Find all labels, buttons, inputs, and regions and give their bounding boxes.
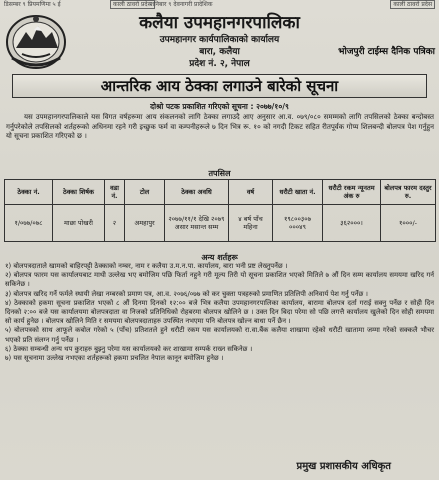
col-header: वर्ष (229, 180, 273, 205)
table-cell: १९८००३०७ ०००४९ (273, 205, 323, 242)
table-title: तपसिल (208, 169, 231, 178)
intro-paragraph (6, 113, 434, 142)
table-header-row (5, 180, 436, 205)
municipality-title: कलैया उपमहानगरपालिका (139, 13, 300, 33)
condition-item: ७) यस सूचनामा उल्लेख नभएका शर्तहरूको हकमा प्रचलित नेपाल कानून बमोजिम हुनेछ । (5, 354, 224, 363)
newspaper-top-strip (0, 0, 439, 9)
notice-banner: आन्तरिक आय ठेक्का लगाउने बारेको सूचना (12, 74, 427, 98)
col-header: धरौटी खाता नं. (273, 180, 323, 205)
table-cell: माछा पोखरी (53, 205, 105, 242)
location-line-1: बारा, कलैया (199, 47, 240, 57)
signoff-title: प्रमुख प्रशासकीय अधिकृत (296, 461, 391, 472)
condition-item: ५) बोलपत्रको साथ आफूले कबोल गरेको ५ (पाँच) प्रतिशतले हुने धरौटी रकम यस कार्यालयको रा.वा.बैंक कलैया शाखामा रहेको धरौटी खातामा जम्मा गरेको सक्कलै भौचर भएको प्रति संलग्न गर्नु पर्नेछ । (5, 326, 434, 344)
condition-item: ३) बोलपत्र खरिद गर्ने फर्मले स्थायी लेखा नम्बरको प्रमाण पत्र, आ.व. २०७६/०७७ को कर चुक्ता पत्रहरुको प्रमाणित प्रतिलिपी अनिवार्य पेश गर्नु पर्नेछ । (5, 289, 368, 298)
table-cell: अमहापुर (125, 205, 165, 242)
top-strip-middle: शनिबार ९ देवनागरी प्रादेशिक (150, 1, 213, 8)
newspaper-name: भोजपुरी टाईम्स दैनिक पत्रिका (338, 47, 435, 57)
col-header: ठेक्का अवधि (165, 180, 229, 205)
conditions-title: अन्य शर्तहरू (201, 253, 238, 262)
col-header: वडा नं. (105, 180, 125, 205)
office-name: उपमहानगर कार्यपालिकाको कार्यालय (159, 35, 280, 45)
col-header: धरौटी रकम न्यूनतम अंक रु (323, 180, 381, 205)
tender-table (4, 179, 436, 242)
table-cell: २०७७/११/१ देखि २०७९ असार मसान्त सम्म (165, 205, 229, 242)
top-strip-right: काली ठावरो प्रदेस (390, 0, 435, 9)
table-row (5, 205, 436, 242)
publication-line: दोश्रो पटक प्रकाशित गरिएको सूचना : २०७७/१०/९ (150, 102, 289, 111)
col-header: बोलपत्र फारम दस्तुर रु. (381, 180, 436, 205)
table-cell: १०००/- (381, 205, 436, 242)
condition-item: ६) ठेक्का सम्बन्धी अन्य थप कुराहरु बुझ्नु परेमा यस कार्यालयको कर शाखामा सम्पर्क राख्न सकिनेछ । (5, 344, 253, 353)
table-cell: ४ बर्ष पाँच महिना (229, 205, 273, 242)
condition-item: २) बोलपत्र फारम यस कार्यालयबाट माथी उल्लेख भए बमोजिम पछि फिर्ता नहुने गरी मूल्य तिरी यो सूचना प्रकाशित भएको मितिले ७ औं दिन सम्म कार्यालय समयमा खरिद गर्न सकिनेछ । (5, 271, 434, 289)
conditions-list (5, 262, 434, 363)
top-strip-left: डिसम्बर ९ प्रियमणिमा ५ ई (4, 1, 61, 8)
col-header: ठेक्का नं. (5, 180, 53, 205)
location-line-2: प्रदेश नं. २, नेपाल (189, 59, 250, 69)
condition-item: ४) ठेक्काको हकमा सूचना प्रकाशित भएको ८ औं दिनमा दिनको १२:०० बजे भित्र कलैया उपमहानगरपालिका कार्यालय, बारामा बोलपत्र दर्ता गराई सक्नु पर्नेछ र सोही दिन दिनको २:०० बजे यस कार्यालयमा बोलपत्रदाता वा निजको प्रतिनिधिको रोहबरमा बोलपत्र खोलिने छ । उक्त दिन बिदा परेमा सो पछि लगत्तै कार्यालय खुलेको दिन सोही समयमा सो कार्य हुनेछ । बोलपत्र खोलिने मिति र समयमा बोलपत्रदाताहरु उपस्थित नभएमा पनि बोलपत्र खोल्न बाधा पर्ने छैन । (5, 298, 434, 326)
table-cell: ३६२०००। (323, 205, 381, 242)
table-cell: २ (105, 205, 125, 242)
col-header: ठेक्का शिर्षक (53, 180, 105, 205)
table-cell: १/०७७/०७८ (5, 205, 53, 242)
col-header: टोल (125, 180, 165, 205)
condition-item: १) बोलपत्रदाताले खामको बाहिरपट्टी ठेक्काको नम्बर, नाम र कलैया उ.म.न.पा. कार्यालय, बारा भनी प्रष्ट लेख्नुपर्नेछ । (5, 262, 288, 270)
top-strip-mark: काली ठावरो प्रदेस (110, 0, 155, 9)
intro-text: यस उपमहानगरपालिकाले यस विगत वर्षहरूमा आय संकलनको लागि ठेक्का लगाउदै आए अनुसार आ.व. ०७९/०८० समम्मको लागि तपसिलको ठेक्का बन्दोबस्त गर्नुपरेकोले तपसिलको शर्तहरूको अधिनमा रहने गरी इच्छुक फर्म वा कम्पनीहरूले ७ दिन भित्र रू. १० को नगदी टिकट सहित रीतपूर्वक गोप्य शिलबन्दी बोलपत्र पेश गर्नुहुन यो सूचना प्रकाशित गरिएको छ । (6, 113, 434, 141)
